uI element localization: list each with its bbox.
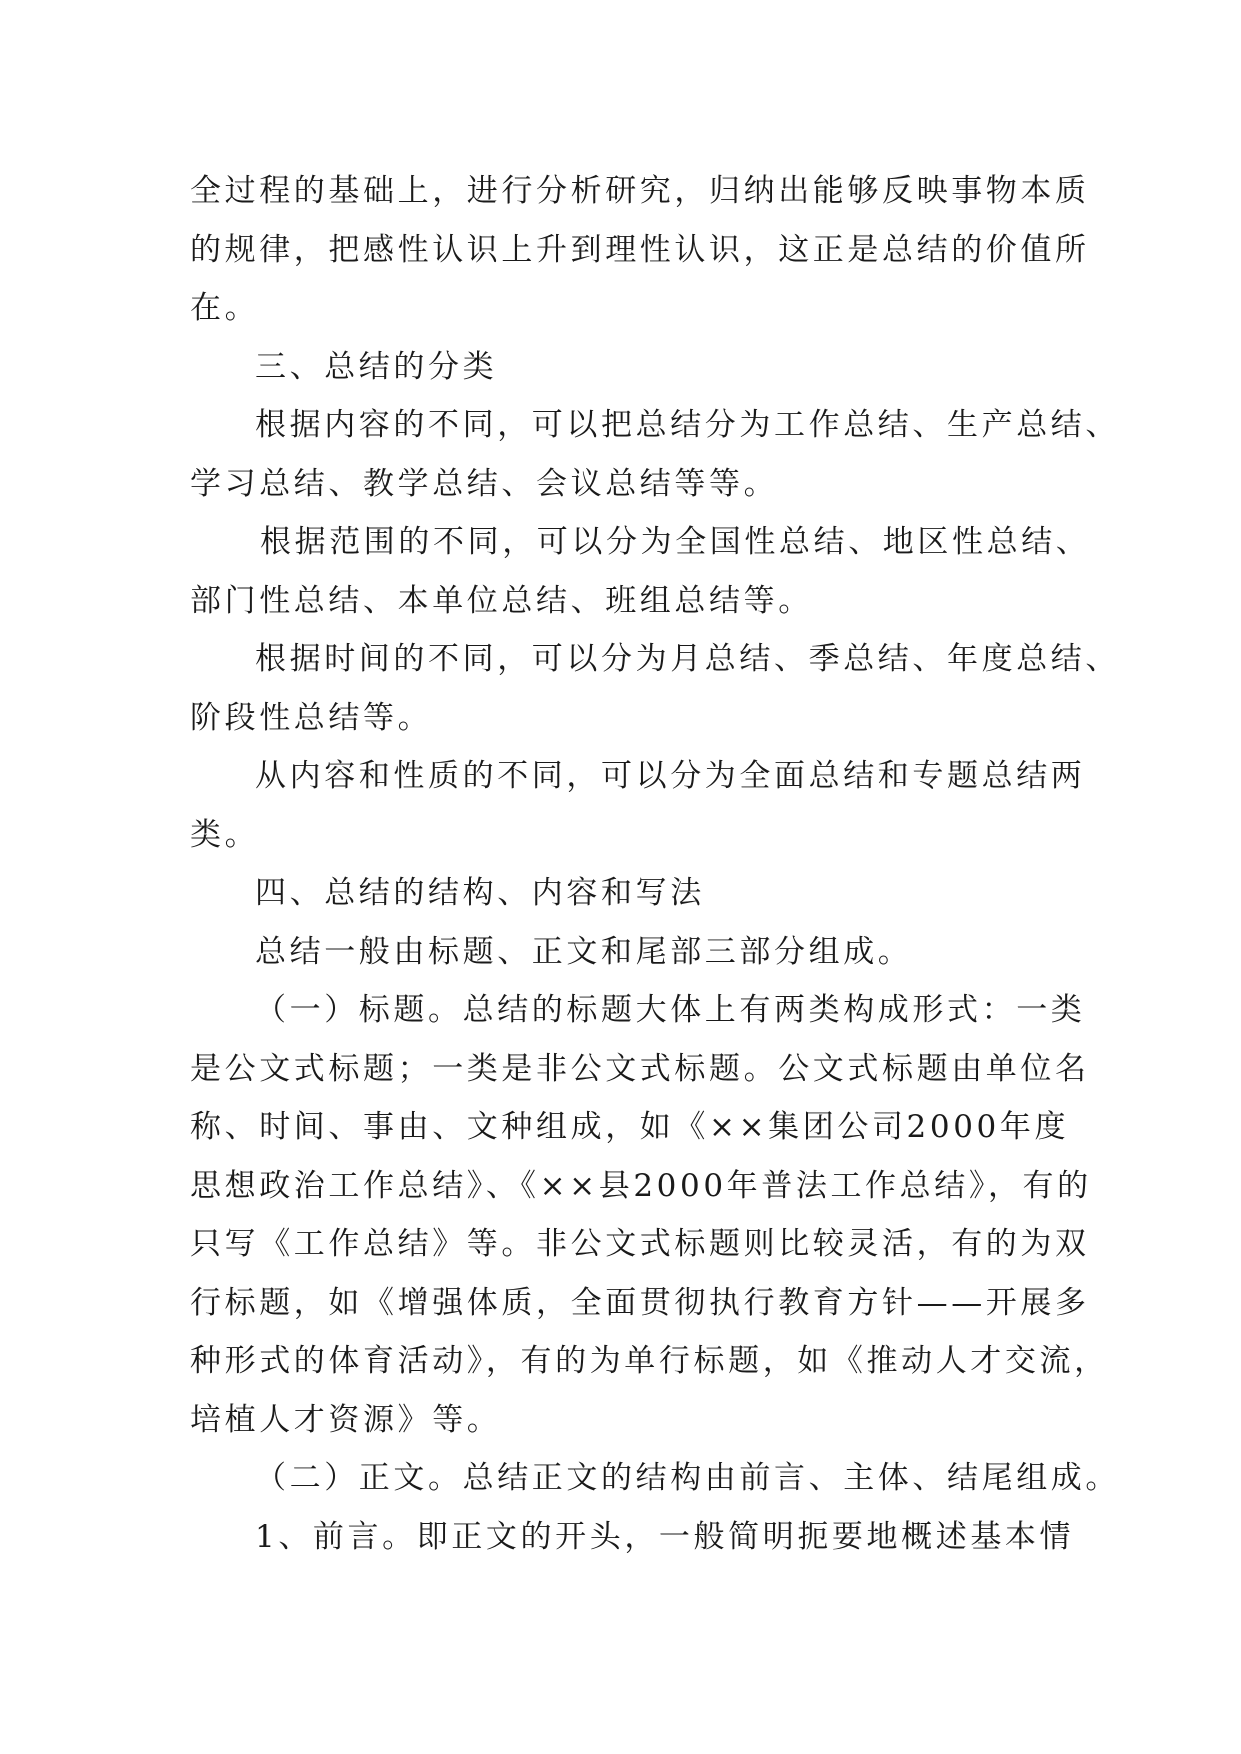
paragraph-line: 根据范围的不同，可以分为全国性总结、地区性总结、	[260, 524, 1091, 560]
paragraph-line: 思想政治工作总结》、《××县2000年普法工作总结》，有的	[190, 1167, 1092, 1204]
paragraph-line: 根据内容的不同，可以把总结分为工作总结、生产总结、	[255, 407, 1120, 443]
subsection-heading: （二）正文。总结正文的结构由前言、主体、结尾组成。	[255, 1460, 1120, 1496]
paragraph-line: 只写《工作总结》等。非公文式标题则比较灵活，有的为双	[190, 1226, 1090, 1262]
paragraph-line: 是公文式标题；一类是非公文式标题。公文式标题由单位名	[190, 1050, 1090, 1087]
paragraph-line: 阶段性总结等。	[190, 699, 433, 736]
paragraph-line: 培植人才资源》等。	[190, 1401, 502, 1438]
paragraph-line: 根据时间的不同，可以分为月总结、季总结、年度总结、	[255, 641, 1120, 677]
paragraph-line: 全过程的基础上，进行分析研究，归纳出能够反映事物本质	[190, 173, 1090, 209]
paragraph-line: 在。	[190, 290, 260, 326]
section-heading: 四、总结的结构、内容和写法	[255, 875, 705, 911]
section-heading: 三、总结的分类	[255, 348, 498, 385]
paragraph-line: 总结一般由标题、正文和尾部三部分组成。	[255, 933, 913, 970]
paragraph-line: 学习总结、教学总结、会议总结等等。	[190, 465, 779, 502]
paragraph-line: 行标题，如《增强体质，全面贯彻执行教育方针——开展多	[190, 1284, 1090, 1321]
paragraph-line: 的规律，把感性认识上升到理性认识，这正是总结的价值所	[190, 231, 1090, 268]
paragraph-line: 从内容和性质的不同，可以分为全面总结和专题总结两	[255, 758, 1086, 794]
paragraph-line: 部门性总结、本单位总结、班组总结等。	[190, 582, 813, 619]
subsection-heading: （一）标题。总结的标题大体上有两类构成形式：一类	[255, 992, 1086, 1028]
paragraph-line: 称、时间、事由、文种组成，如《××集团公司2000年度	[190, 1109, 1070, 1145]
paragraph-line: 1、前言。即正文的开头，一般简明扼要地概述基本情	[255, 1518, 1075, 1555]
paragraph-line: 类。	[190, 816, 260, 853]
body-text	[190, 162, 1120, 1566]
paragraph-line: 种形式的体育活动》，有的为单行标题，如《推动人才交流，	[190, 1343, 1109, 1379]
